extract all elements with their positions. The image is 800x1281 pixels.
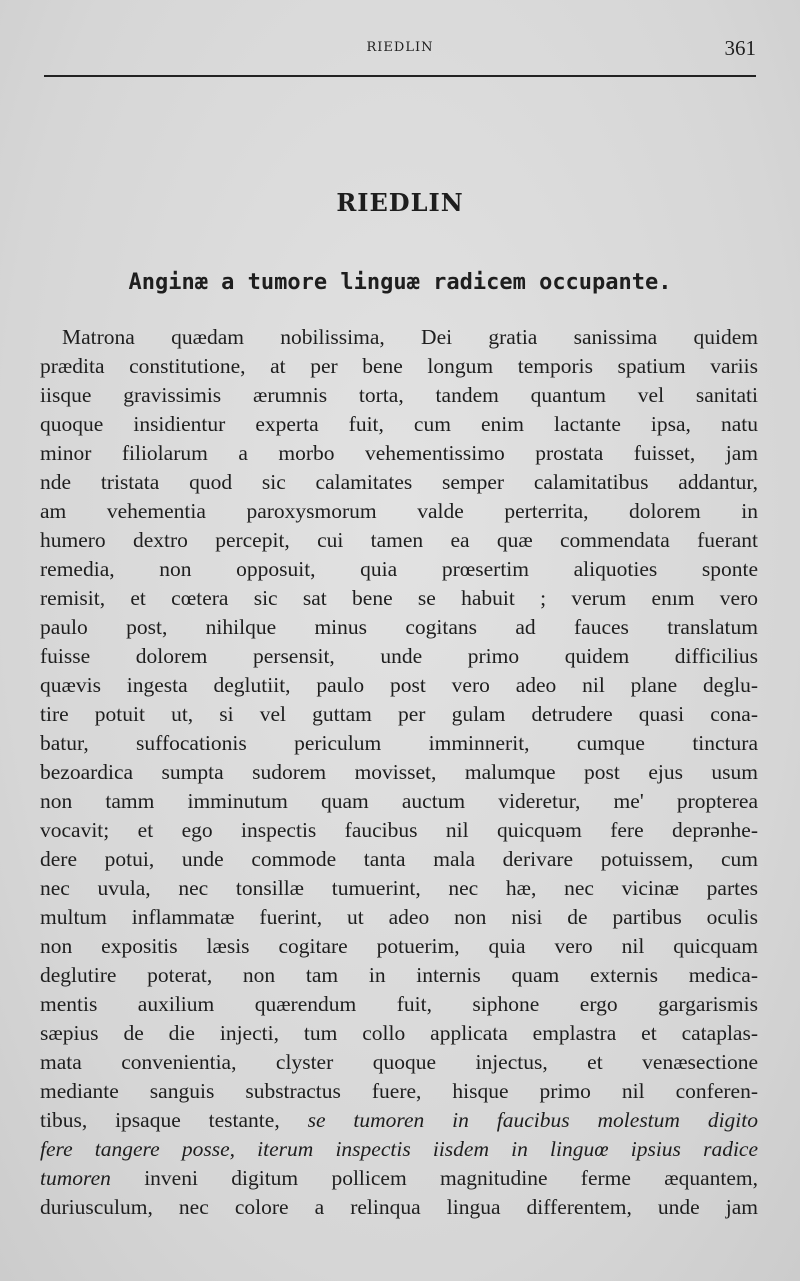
text-line: nec uvula, nec tonsillæ tumuerint, nec hæ, nec vicinæ partes: [40, 876, 758, 900]
text-line: mentis auxilium quærendum fuit, siphone ergo gargarismis: [40, 992, 758, 1016]
text-line: iisque gravissimis ærumnis torta, tandem quantum vel sanitati: [40, 383, 758, 407]
text-line: mata convenientia, clyster quoque injectus, et venæsectione: [40, 1050, 758, 1074]
text-line: remisit, et cœtera sic sat bene se habuit ; verum enım vero: [40, 586, 758, 610]
running-title: RIEDLIN: [366, 40, 434, 55]
text-line: fuisse dolorem persensit, unde primo quidem difficilius: [40, 644, 758, 668]
header-rule: [44, 75, 756, 77]
chapter-title: RIEDLIN: [336, 188, 464, 217]
text-line-mixed: [40, 1106, 758, 1135]
running-head: [44, 36, 756, 58]
text-line: multum inflammatæ fuerint, ut adeo non nisi de partibus oculis: [40, 905, 758, 929]
text-line: bezoardica sumpta sudorem movisset, malumque post ejus usum: [40, 760, 758, 784]
text-line: duriusculum, nec colore a relinqua lingua differentem, unde jam: [40, 1195, 758, 1219]
text-line: humero dextro percepit, cui tamen ea quæ commendata fuerant: [40, 528, 758, 552]
italic-text: tumoren: [40, 1166, 111, 1190]
text-line: quævis ingesta deglutiit, paulo post vero adeo nil plane deglu-: [40, 673, 758, 697]
text-line: sæpius de die injecti, tum collo applicata emplastra et cataplas-: [40, 1021, 758, 1045]
section-title: Anginæ a tumore linguæ radicem occupante.: [128, 270, 672, 295]
text-line: Matrona quædam nobilissima, Dei gratia sanissima quidem: [62, 325, 758, 349]
text-line: mediante sanguis substractus fuere, hisque primo nil conferen-: [40, 1079, 758, 1103]
text-line: tire potuit ut, si vel guttam per gulam detrudere quasi cona-: [40, 702, 758, 726]
text-line: deglutire poterat, non tam in internis quam externis medica-: [40, 963, 758, 987]
italic-text: se tumoren in faucibus molestum digito: [307, 1108, 758, 1132]
text-line: non expositis læsis cogitare potuerim, quia vero nil quicquam: [40, 934, 758, 958]
text-line-mixed: [40, 1164, 758, 1193]
text-line: dere potui, unde commode tanta mala derivare potuissem, cum: [40, 847, 758, 871]
roman-text: tibus, ipsaque testante,: [40, 1108, 308, 1132]
body-text: [40, 323, 758, 1222]
text-line: remedia, non opposuit, quia prœsertim aliquoties sponte: [40, 557, 758, 581]
roman-text: inveni digitum pollicem magnitudine ferme æquantem,: [110, 1166, 758, 1190]
text-line: batur, suffocationis periculum imminnerit, cumque tinctura: [40, 731, 758, 755]
text-line: non tamm imminutum quam auctum videretur, me' propterea: [40, 789, 758, 813]
text-line: nde tristata quod sic calamitates semper calamitatibus addantur,: [40, 470, 758, 494]
text-line: paulo post, nihilque minus cogitans ad fauces translatum: [40, 615, 758, 639]
text-line-italic: fere tangere posse, iterum inspectis iisdem in linguœ ipsius radice: [40, 1137, 758, 1161]
page-number: 361: [724, 36, 756, 60]
text-line: am vehementia paroxysmorum valde perterrita, dolorem in: [40, 499, 758, 523]
text-line: prædita constitutione, at per bene longum temporis spatium variis: [40, 354, 758, 378]
text-line: minor filiolarum a morbo vehementissimo prostata fuisset, jam: [40, 441, 758, 465]
text-line: vocavit; et ego inspectis faucibus nil quicquəm fere deprənhe-: [40, 818, 758, 842]
text-line: quoque insidientur experta fuit, cum enim lactante ipsa, natu: [40, 412, 758, 436]
